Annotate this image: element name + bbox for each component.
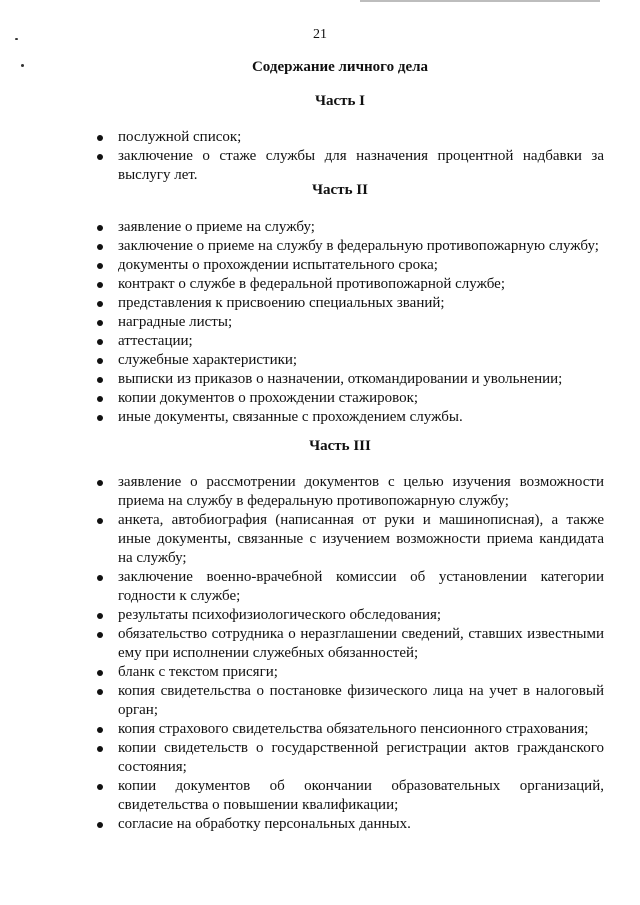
list-item	[96, 511, 604, 568]
bullet-icon	[97, 154, 103, 160]
list-item-text: анкета, автобиография (написанная от руки и машинописная), а также иные документы, связанные с изучением возможности приема кандидата на службу;	[118, 512, 604, 566]
part-2-heading: Часть II	[312, 182, 368, 198]
bullet-icon	[97, 377, 103, 383]
list-item-text: послужной список;	[118, 129, 242, 145]
list-item	[96, 663, 604, 682]
bullet-icon	[97, 263, 103, 269]
bullet-icon	[97, 396, 103, 402]
list-item	[96, 147, 604, 185]
list-item-text: служебные характеристики;	[118, 352, 298, 368]
list-item-text: заявление о рассмотрении документов с целью изучения возможности приема на службу в федеральную противопожарную службу;	[118, 474, 604, 509]
list-item	[96, 128, 604, 147]
list-item-text: представления к присвоению специальных званий;	[118, 295, 445, 311]
list-item	[96, 720, 604, 739]
scan-edge-line	[360, 0, 600, 2]
list-item	[96, 275, 604, 294]
list-item-text: копии свидетельств о государственной регистрации актов гражданского состояния;	[118, 740, 604, 775]
list-item	[96, 777, 604, 815]
list-item-text: копии документов об окончании образовательных организаций, свидетельства о повышении квалификации;	[118, 778, 604, 813]
bullet-icon	[97, 225, 103, 231]
list-item	[96, 294, 604, 313]
list-item	[96, 568, 604, 606]
list-item-text: обязательство сотрудника о неразглашении сведений, ставших известными ему при исполнении служебных обязанностей;	[118, 626, 604, 661]
list-item-text: выписки из приказов о назначении, откомандировании и увольнении;	[118, 371, 563, 387]
bullet-icon	[97, 282, 103, 288]
bullet-icon	[97, 135, 103, 141]
bullet-icon	[97, 415, 103, 421]
list-item	[96, 625, 604, 663]
list-item	[96, 370, 604, 389]
list-item	[96, 739, 604, 777]
list-item	[96, 351, 604, 370]
list-item	[96, 815, 604, 834]
bullet-icon	[97, 689, 103, 695]
bullet-icon	[97, 822, 103, 828]
bullet-icon	[97, 301, 103, 307]
list-item	[96, 332, 604, 351]
list-item	[96, 389, 604, 408]
bullet-icon	[97, 339, 103, 345]
list-item-text: заключение военно-врачебной комиссии об установлении категории годности к службе;	[118, 569, 604, 604]
bullet-icon	[97, 670, 103, 676]
document-title: Содержание личного дела	[251, 59, 429, 75]
bullet-icon	[97, 320, 103, 326]
list-item-text: результаты психофизиологического обследования;	[118, 607, 442, 623]
list-item-text: копия страхового свидетельства обязательного пенсионного страхования;	[118, 721, 589, 737]
list-item	[96, 237, 604, 256]
bullet-icon	[97, 746, 103, 752]
list-item	[96, 473, 604, 511]
list-item-text: заявление о приеме на службу;	[118, 219, 315, 235]
list-item	[96, 218, 604, 237]
list-item	[96, 256, 604, 275]
part-3-list	[96, 473, 604, 834]
list-item-text: наградные листы;	[118, 314, 233, 330]
bullet-icon	[97, 632, 103, 638]
part-3-heading: Часть III	[309, 438, 371, 454]
list-item-text: заключение о стаже службы для назначения процентной надбавки за выслугу лет.	[118, 148, 604, 183]
list-item-text: иные документы, связанные с прохождением службы.	[118, 409, 463, 425]
part-1-heading: Часть I	[314, 93, 366, 109]
list-item-text: контракт о службе в федеральной противопожарной службе;	[118, 276, 506, 292]
list-item	[96, 408, 604, 427]
bullet-icon	[97, 784, 103, 790]
list-item-text: копия свидетельства о постановке физического лица на учет в налоговый орган;	[118, 683, 604, 718]
part-1-list	[96, 128, 604, 185]
list-item-text: аттестации;	[118, 333, 193, 349]
list-item-text: заключение о приеме на службу в федеральную противопожарную службу;	[118, 238, 599, 254]
list-item-text: копии документов о прохождении стажировок;	[118, 390, 419, 406]
bullet-icon	[97, 358, 103, 364]
part-2-list	[96, 218, 604, 427]
list-item-text: бланк с текстом присяги;	[118, 664, 278, 680]
bullet-icon	[97, 727, 103, 733]
list-item	[96, 682, 604, 720]
list-item	[96, 313, 604, 332]
bullet-icon	[97, 613, 103, 619]
list-item-text: документы о прохождении испытательного срока;	[118, 257, 438, 273]
bullet-icon	[97, 244, 103, 250]
bullet-icon	[97, 480, 103, 486]
page-number: 21	[313, 27, 327, 42]
bullet-icon	[97, 575, 103, 581]
bullet-icon	[97, 518, 103, 524]
list-item	[96, 606, 604, 625]
list-item-text: согласие на обработку персональных данных.	[118, 816, 411, 832]
